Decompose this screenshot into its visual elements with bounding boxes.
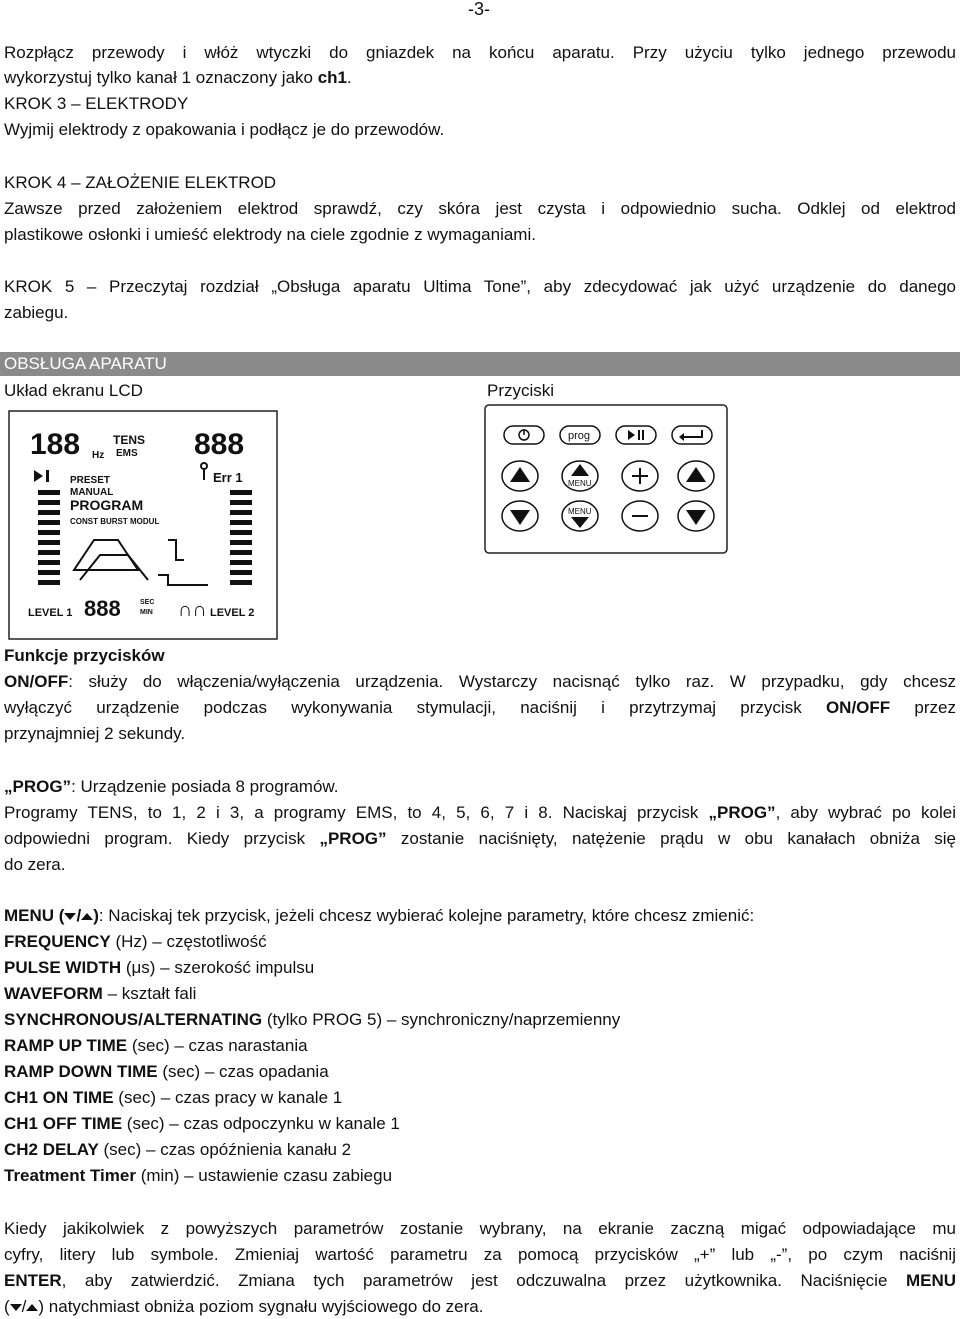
parameter-description: (min) – ustawienie czasu zabiegu bbox=[135, 1166, 393, 1185]
play-pause-button[interactable] bbox=[616, 426, 656, 444]
prog-text-3b: zostanie naciśnięty, natężenie prądu w obu kanałach obniża się bbox=[386, 829, 956, 848]
menu-text: : Naciskaj tek przycisk, jeżeli chcesz wybierać kolejne parametry, które chcesz zmienić: bbox=[98, 906, 755, 925]
parameter-description: (tylko PROG 5) – synchroniczny/naprzemienny bbox=[262, 1010, 621, 1029]
section-header bbox=[0, 352, 960, 376]
prog-line-1 bbox=[4, 775, 956, 799]
lcd-freq-digits: 188 bbox=[30, 428, 81, 461]
intro-line-2 bbox=[4, 66, 956, 90]
menu-up-label: MENU bbox=[568, 479, 592, 488]
menu-label-a: MENU ( bbox=[4, 906, 65, 925]
parameter-item bbox=[4, 1112, 956, 1136]
parameter-name: SYNCHRONOUS/ALTERNATING bbox=[4, 1010, 263, 1029]
menu-line bbox=[4, 904, 956, 928]
closing-line-3 bbox=[4, 1269, 956, 1293]
lcd-timer-digits: 888 bbox=[84, 596, 121, 621]
parameter-item bbox=[4, 930, 956, 954]
step4-line-1: Zawsze przed założeniem elektrod sprawdź, czy skóra jest czysta i odpowiednio sucha. Odklej od elektrod bbox=[4, 199, 956, 218]
lcd-manual: MANUAL bbox=[70, 487, 114, 498]
closing-line-2: cyfry, litery lub symbole. Zmieniaj wartość parametru za pomocą przycisków „+” lub „-”, po czym naciśnij bbox=[4, 1245, 956, 1264]
lcd-level-1: LEVEL 1 bbox=[28, 607, 73, 619]
lcd-err: Err 1 bbox=[213, 470, 243, 485]
up-triangle-icon bbox=[81, 913, 93, 920]
prog-bold-2: „PROG” bbox=[708, 803, 776, 822]
parameter-description: (Hz) – częstotliwość bbox=[110, 932, 267, 951]
prog-line-2 bbox=[4, 801, 956, 825]
lcd-time-digits: 888 bbox=[194, 428, 245, 461]
prog-text-1: : Urządzenie posiada 8 programów. bbox=[71, 777, 339, 796]
parameter-name: Treatment Timer bbox=[4, 1166, 136, 1185]
parameter-item bbox=[4, 1008, 956, 1032]
down-triangle-icon bbox=[64, 913, 76, 920]
onoff-bold-2: ON/OFF bbox=[825, 698, 891, 717]
step5-line-1: KROK 5 – Przeczytaj rozdział „Obsługa aparatu Ultima Tone”, aby zdecydować jak użyć urządzenie do danego bbox=[4, 277, 956, 296]
parameter-item bbox=[4, 1086, 956, 1110]
parameter-name: PULSE WIDTH bbox=[4, 958, 122, 977]
intro-period: . bbox=[347, 68, 352, 87]
prog-line-4: do zera. bbox=[4, 855, 66, 874]
menu-label-sep: / bbox=[76, 906, 82, 925]
onoff-text-2: wyłączyć urządzenie podczas wykonywania stymulacji, naciśnij i przytrzymaj przycisk bbox=[4, 698, 826, 717]
step3-title: KROK 3 – ELEKTRODY bbox=[4, 94, 189, 113]
lcd-min: MIN bbox=[140, 609, 153, 616]
prog-bold-3: „PROG” bbox=[319, 829, 387, 848]
closing-text-4: ) natychmiast obniża poziom sygnału wyjściowego do zera. bbox=[38, 1297, 484, 1316]
closing-sep: / bbox=[21, 1297, 27, 1316]
step4-title: KROK 4 – ZAŁOŻENIE ELEKTROD bbox=[4, 173, 277, 192]
enter-button[interactable] bbox=[672, 426, 712, 444]
section-title: OBSŁUGA APARATU bbox=[4, 354, 167, 373]
intro-line-1: Rozpłącz przewody i włóż wtyczki do gniazdek na końcu aparatu. Przy użyciu tylko jednego przewodu bbox=[4, 43, 956, 62]
parameter-item bbox=[4, 1034, 956, 1058]
parameter-description: (sec) – czas opóźnienia kanału 2 bbox=[98, 1140, 352, 1159]
lcd-play-icon bbox=[34, 470, 43, 482]
lcd-level-bars-left bbox=[38, 490, 60, 585]
prog-line-3 bbox=[4, 827, 956, 851]
parameter-item bbox=[4, 982, 956, 1006]
down-triangle-icon bbox=[10, 1304, 22, 1311]
enter-label: ENTER bbox=[4, 1271, 62, 1290]
closing-paren-open: ( bbox=[4, 1297, 10, 1316]
prog-text-3: odpowiedni program. Kiedy przycisk bbox=[4, 829, 320, 848]
parameter-item bbox=[4, 1060, 956, 1084]
prog-label: „PROG” bbox=[4, 777, 72, 796]
parameter-description: (sec) – czas opadania bbox=[157, 1062, 329, 1081]
lcd-label: Układ ekranu LCD bbox=[4, 381, 143, 400]
buttons-diagram bbox=[484, 404, 728, 554]
onoff-line-1 bbox=[4, 670, 956, 694]
page-number: -3- bbox=[468, 0, 490, 19]
closing-text-3: , aby zatwierdzić. Zmiana tych parametrów jest odczuwalna przez użytkownika. Naciśnięcie bbox=[61, 1271, 906, 1290]
buttons-label: Przyciski bbox=[487, 381, 555, 400]
parameter-name: RAMP UP TIME bbox=[4, 1036, 128, 1055]
lcd-waveforms bbox=[74, 540, 208, 585]
onoff-text-1: : służy do włączenia/wyłączenia urządzenia. Wystarczy nacisnąć tylko raz. W przypadku, gdy chcesz bbox=[68, 672, 956, 691]
menu-down-label: MENU bbox=[568, 507, 592, 516]
step4-line-2: plastikowe osłonki i umieść elektrody na ciele zgodnie z wymaganiami. bbox=[4, 225, 536, 244]
intro-text: wykorzystuj tylko kanał 1 oznaczony jako bbox=[4, 68, 318, 87]
parameter-name: FREQUENCY bbox=[4, 932, 111, 951]
lcd-preset: PRESET bbox=[70, 475, 111, 486]
onoff-line-2 bbox=[4, 696, 956, 720]
functions-title-text: Funkcje przycisków bbox=[4, 646, 165, 665]
lcd-modes: CONST BURST MODUL bbox=[70, 517, 160, 526]
prog-button-label: prog bbox=[568, 430, 591, 442]
closing-line-1: Kiedy jakikolwiek z powyższych parametrów zostanie wybrany, na ekranie zaczną migać odpowiadające mu bbox=[4, 1219, 956, 1238]
lcd-diagram bbox=[8, 410, 278, 640]
lcd-person-icon bbox=[201, 463, 207, 480]
step5-line-2: zabiegu. bbox=[4, 303, 69, 322]
parameter-item bbox=[4, 956, 956, 980]
parameter-description: (μs) – szerokość impulsu bbox=[121, 958, 315, 977]
parameter-name: CH1 ON TIME bbox=[4, 1088, 114, 1107]
lcd-ems: EMS bbox=[116, 448, 138, 459]
ch1-label: ch1 bbox=[317, 68, 347, 87]
lcd-level-2: LEVEL 2 bbox=[210, 607, 255, 619]
lcd-program: PROGRAM bbox=[70, 497, 144, 513]
parameter-description: (sec) – czas narastania bbox=[127, 1036, 308, 1055]
parameter-name: CH1 OFF TIME bbox=[4, 1114, 123, 1133]
menu-label-b: ) bbox=[93, 906, 99, 925]
up-triangle-icon bbox=[26, 1304, 38, 1311]
svg-text:∩∩: ∩∩ bbox=[178, 599, 207, 621]
onoff-text-2b: przez bbox=[890, 698, 956, 717]
onoff-line-3: przynajmniej 2 sekundy. bbox=[4, 724, 186, 743]
lcd-sec: SEC bbox=[140, 599, 155, 606]
parameter-description: (sec) – czas pracy w kanale 1 bbox=[113, 1088, 343, 1107]
parameter-name: WAVEFORM bbox=[4, 984, 103, 1003]
parameter-description: – kształt fali bbox=[102, 984, 197, 1003]
parameter-name: CH2 DELAY bbox=[4, 1140, 99, 1159]
parameter-name: RAMP DOWN TIME bbox=[4, 1062, 158, 1081]
closing-line-4 bbox=[4, 1295, 956, 1319]
lcd-tens: TENS bbox=[113, 433, 146, 447]
prog-text-2: Programy TENS, to 1, 2 i 3, a programy EMS, to 4, 5, 6, 7 i 8. Naciskaj przycisk bbox=[4, 803, 709, 822]
onoff-label: ON/OFF bbox=[4, 672, 69, 691]
lcd-hz: Hz bbox=[92, 450, 105, 461]
functions-title bbox=[4, 644, 956, 668]
prog-text-2b: , aby wybrać po kolei bbox=[775, 803, 956, 822]
parameter-item bbox=[4, 1138, 956, 1162]
lcd-level-bars-right bbox=[230, 490, 252, 585]
parameter-description: (sec) – czas odpoczynku w kanale 1 bbox=[122, 1114, 400, 1133]
step3-text: Wyjmij elektrody z opakowania i podłącz je do przewodów. bbox=[4, 120, 445, 139]
parameter-item bbox=[4, 1164, 956, 1188]
menu-label: MENU bbox=[905, 1271, 956, 1290]
